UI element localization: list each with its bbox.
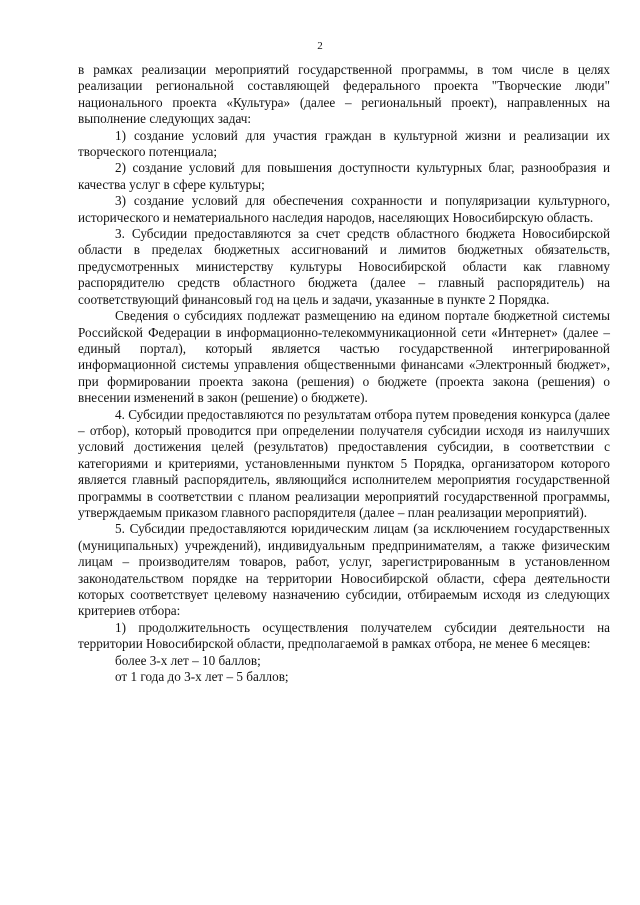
page-number: 2 bbox=[317, 40, 323, 52]
paragraph-clause-3: 3. Субсидии предоставляются за счет средств областного бюджета Новосибирской области в пределах бюджетных ассигнований и лимитов бюджетных обязательств, предусмотренных министерству культуры Новосибирской области как главному распорядителю средств областного бюджета (далее – главный распорядитель) на соответствующий финансовый год на цель и задачи, указанные в пункте 2 Порядка. bbox=[78, 226, 610, 307]
paragraph-task-2: 2) создание условий для повышения доступности культурных благ, разнообразия и качества услуг в сфере культуры; bbox=[78, 160, 610, 192]
paragraph-clause-4: 4. Субсидии предоставляются по результатам отбора путем проведения конкурса (далее – отбор), который проводится при определении получателя субсидии исходя из наилучших условий достижения целей (результатов) предоставления субсидии, в соответствии с категориями и критериями, установленными пунктом 5 Порядка, организатором которого является главный распорядитель, являющийся исполнителем мероприятия государственной программы в соответствии с планом реализации мероприятий государственной программы, утверждаемым приказом главного распорядителя (далее – план реализации мероприятий). bbox=[78, 406, 610, 520]
paragraph-score-1-to-3-years: от 1 года до 3-х лет – 5 баллов; bbox=[115, 669, 289, 685]
paragraph-clause-5: 5. Субсидии предоставляются юридическим лицам (за исключением государственных (муниципальных) учреждений), индивидуальным предпринимателям, а также физическим лицам – производителям товаров, работ, услуг, зарегистрированным в установленном законодательством порядке на территории Новосибирской области, сфера деятельности которых соответствует целевому назначению субсидии, отбираемым исходя из следующих критериев отбора: bbox=[78, 521, 610, 619]
paragraph-task-3: 3) создание условий для обеспечения сохранности и популяризации культурного, исторического и нематериального наследия народов, населяющих Новосибирскую область. bbox=[78, 193, 610, 225]
paragraph-score-more-3-years: более 3-х лет – 10 баллов; bbox=[115, 652, 261, 668]
document-body bbox=[78, 62, 610, 685]
paragraph-criterion-1: 1) продолжительность осуществления получателем субсидии деятельности на территории Новосибирской области, предполагаемой в рамках отбора, не менее 6 месяцев: bbox=[78, 619, 610, 652]
paragraph-intro: в рамках реализации мероприятий государственной программы, в том числе в целях реализации региональной составляющей федерального проекта "Творческие люди" национального проекта «Культура» (далее – региональный проект), направленных на выполнение следующих задач: bbox=[78, 62, 610, 127]
paragraph-subsidy-info: Сведения о субсидиях подлежат размещению на едином портале бюджетной системы Российской Федерации в информационно-телекоммуникационной сети «Интернет» (далее – единый портал), который является частью государственной интегрированной информационной системы управления общественными финансами «Электронный бюджет», при формировании проекта закона (решения) о бюджете (проекта закона (решения) о внесении изменений в закон (решение) о бюджете). bbox=[78, 308, 610, 406]
paragraph-task-1: 1) создание условий для участия граждан в культурной жизни и реализации их творческого потенциала; bbox=[78, 127, 610, 160]
